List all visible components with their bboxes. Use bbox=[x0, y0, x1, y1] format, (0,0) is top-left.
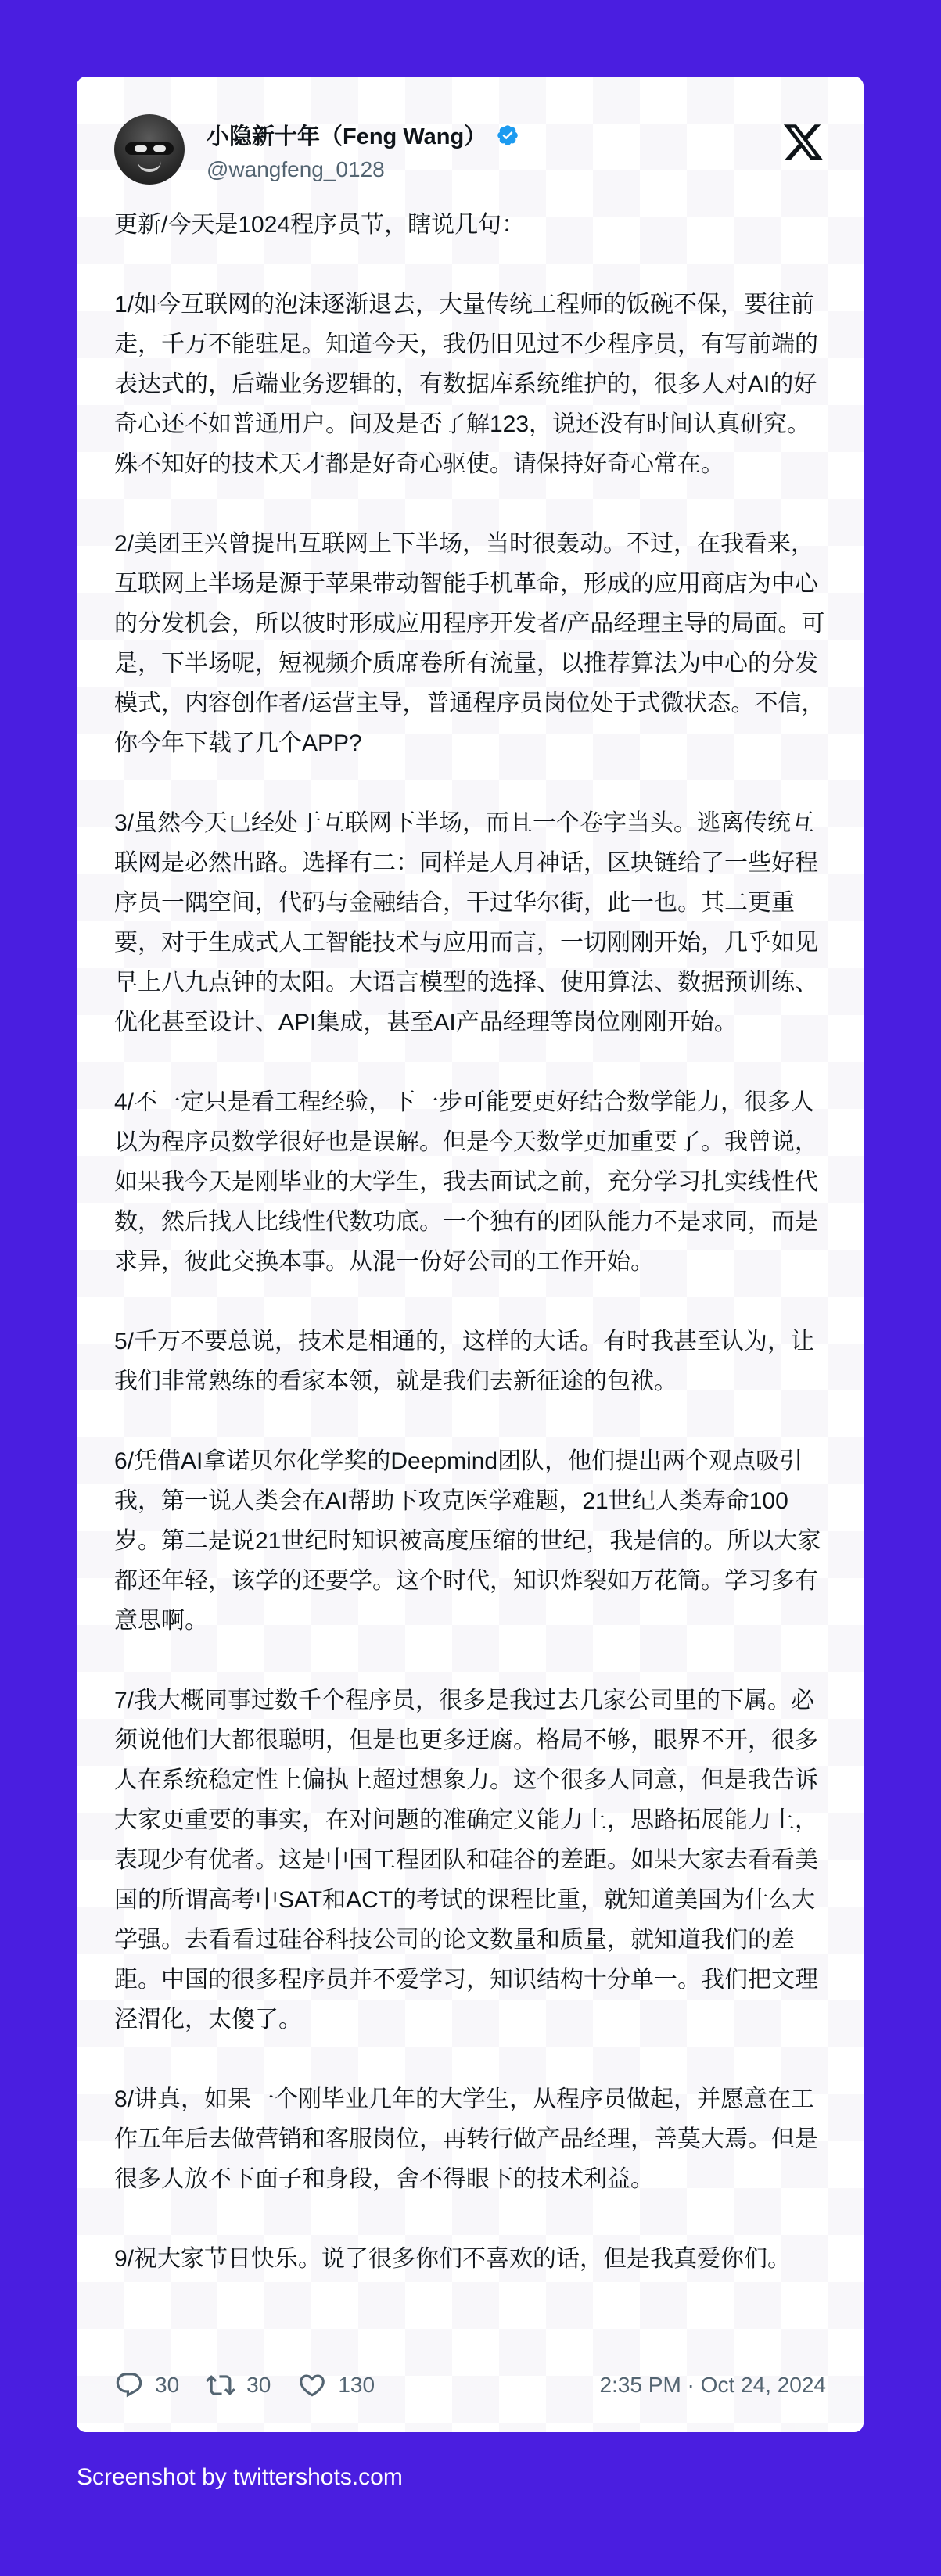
retweet-count: 30 bbox=[246, 2373, 271, 2397]
avatar-eye-left bbox=[135, 145, 147, 152]
reply-icon bbox=[114, 2370, 144, 2400]
retweet-button[interactable] bbox=[206, 2370, 271, 2400]
tweet-header bbox=[114, 114, 826, 186]
tweet-footer bbox=[114, 2370, 826, 2401]
heart-icon bbox=[297, 2370, 327, 2400]
author-name-row bbox=[207, 119, 519, 151]
x-logo-icon[interactable] bbox=[781, 120, 826, 164]
retweet-icon bbox=[206, 2370, 235, 2400]
tweet-card bbox=[77, 77, 864, 2432]
reply-count: 30 bbox=[155, 2373, 180, 2397]
author-handle[interactable]: @wangfeng_0128 bbox=[207, 157, 385, 181]
avatar-eye-right bbox=[153, 145, 166, 152]
author-block bbox=[207, 119, 519, 182]
avatar-smile bbox=[138, 161, 161, 172]
avatar[interactable] bbox=[114, 114, 185, 185]
author-display-name[interactable]: 小隐新十年（Feng Wang） bbox=[207, 124, 487, 149]
like-count: 130 bbox=[338, 2373, 375, 2397]
verified-badge-icon bbox=[496, 124, 519, 147]
reply-button[interactable] bbox=[114, 2370, 179, 2400]
avatar-mask-band bbox=[125, 142, 174, 155]
tweet-timestamp[interactable]: 2:35 PM · Oct 24, 2024 bbox=[599, 2373, 826, 2397]
screenshot-credit: Screenshot by twittershots.com bbox=[77, 2464, 403, 2490]
tweet-text: 更新/今天是1024程序员节，瞎说几句： 1/如今互联网的泡沫逐渐退去，大量传统工程师的饭碗不保，要往前走，千万不能驻足。知道今天，我仍旧见过不少程序员，有写前端的表达式的，后端业务逻辑的，有数据库系统维护的，很多人对AI的好奇心还不如普通用户。问及是否了解123，说还没有时间认真研究。殊不知好的技术天才都是好奇心驱使。请保持好奇心常在。 2/美团王兴曾提出互联网上下半场，当时很轰动。不过，在我看来，互联网上半场是源于苹果带动智能手机革命，形成的应用商店为中心的分发机会，所以彼时形成应用程序开发者/产品经理主导的局面。可是，下半场呢，短视频介质席卷所有流量，以推荐算法为中心的分发模式，内容创作者/运营主导，普通程序员岗位处于式微状态。不信，你今年下载了几个APP? 3/虽然今天已经处于互联网下半场，而且一个卷字当头。逃离传统互联网是必然出路。选择有二：同样是人月神话，区块链给了一些好程序员一隅空间，代码与金融结合，干过华尔街，此一也。其二更重要，对于生成式人工智能技术与应用而言，一切刚刚开始，几乎如见早上八九点钟的太阳。大语言模型的选择、使用算法、数据预训练、优化甚至设计、API集成，甚至AI产品经理等岗位刚刚开始。 4/不一定只是看工程经验，下一步可能要更好结合数学能力，很多人以为程序员数学很好也是误解。但是今天数学更加重要了。我曾说，如果我今天是刚毕业的大学生，我去面试之前，充分学习扎实线性代数，然后找人比线性代数功底。一个独有的团队能力不是求同，而是求异，彼此交换本事。从混一份好公司的工作开始。 5/千万不要总说，技术是相通的，这样的大话。有时我甚至认为，让我们非常熟练的看家本领，就是我们去新征途的包袱。 6/凭借AI拿诺贝尔化学奖的Deepmind团队，他们提出两个观点吸引我，第一说人类会在AI帮助下攻克医学难题，21世纪人类寿命100岁。第二是说21世纪时知识被高度压缩的世纪，我是信的。所以大家都还年轻，该学的还要学。这个时代，知识炸裂如万花筒。学习多有意思啊。 7/我大概同事过数千个程序员，很多是我过去几家公司里的下属。必须说他们大都很聪明，但是也更多迂腐。格局不够，眼界不开，很多人在系统稳定性上偏执上超过想象力。这个很多人同意，但是我告诉大家更重要的事实，在对问题的准确定义能力上，思路拓展能力上，表现少有优者。这是中国工程团队和硅谷的差距。如果大家去看看美国的所谓高考中SAT和ACT的考试的课程比重，就知道美国为什么大学强。去看看过硅谷科技公司的论文数量和质量，就知道我们的差距。中国的很多程序员并不爱学习，知识结构十分单一。我们把文理泾渭化，太傻了。 8/讲真，如果一个刚毕业几年的大学生，从程序员做起，并愿意在工作五年后去做营销和客服岗位，再转行做产品经理，善莫大焉。但是很多人放不下面子和身段，舍不得眼下的技术利益。 9/祝大家节日快乐。说了很多你们不喜欢的话，但是我真爱你们。 bbox=[114, 212, 825, 2272]
like-button[interactable] bbox=[297, 2370, 375, 2400]
